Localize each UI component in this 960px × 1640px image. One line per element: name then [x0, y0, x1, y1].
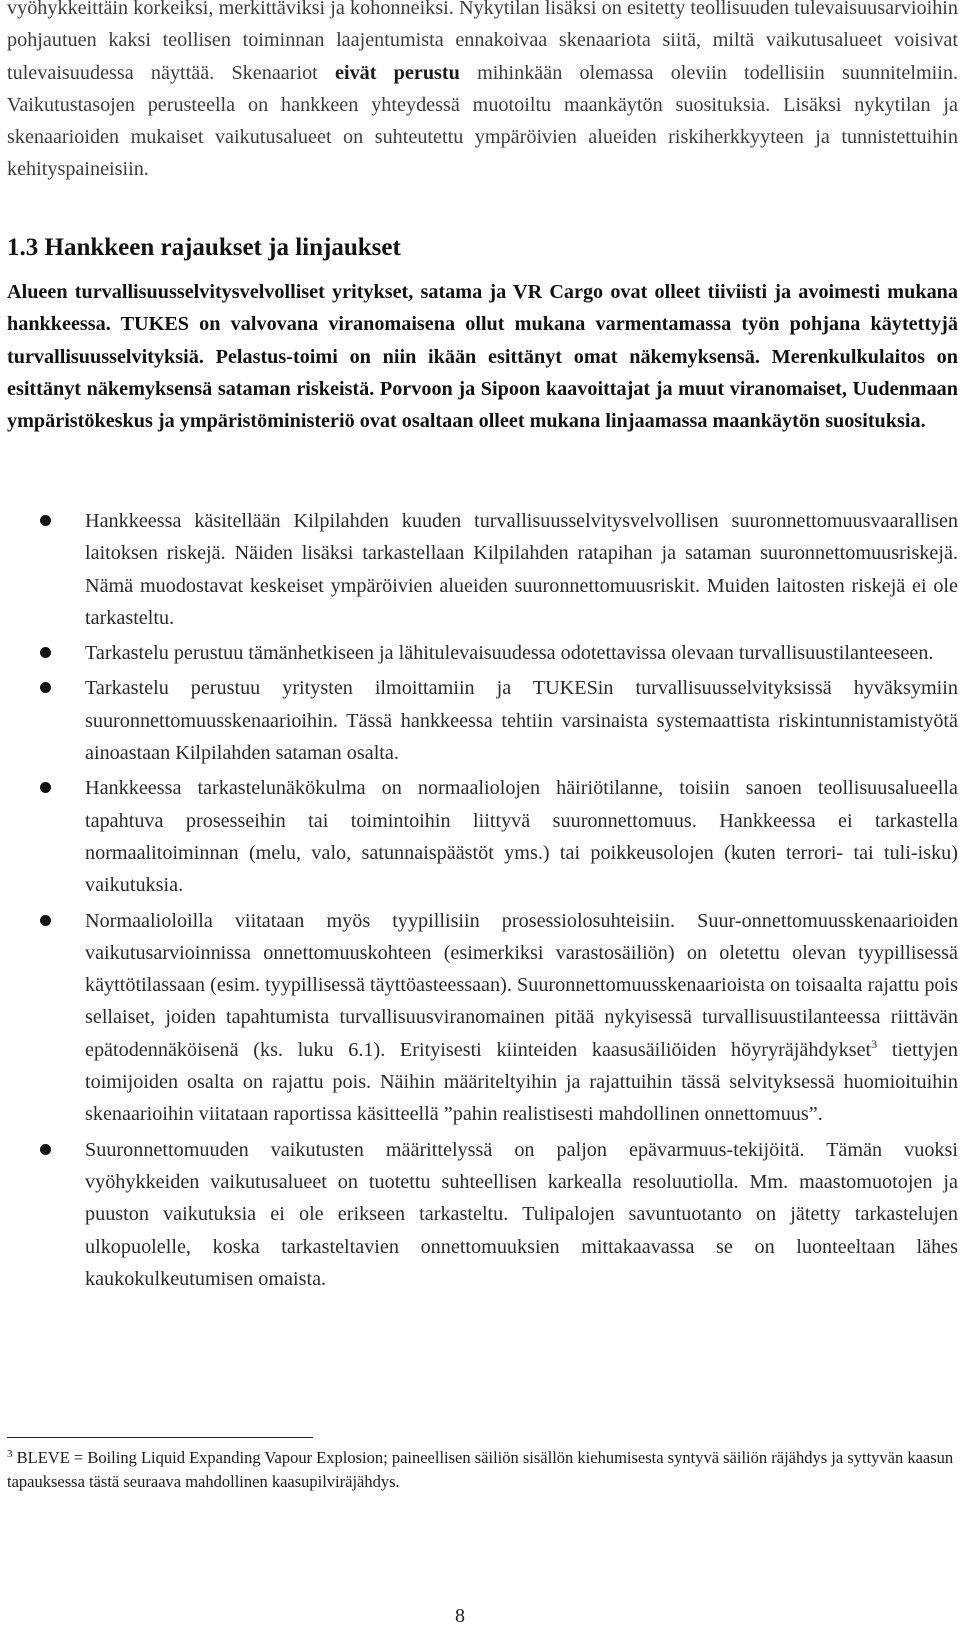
intro-text-b: mihinkään olemassa oleviin todellisiin suunnitelmiin. Vaikutustasojen perusteella on hankkeen yhteydessä muotoiltu maankäytön suosituksia. Lisäksi nykytilan ja skenaarioiden mukaiset vaikutusalueet on suhteutettu ympäröivien alueiden riskiherkkyyteen ja tunnistettuihin kehityspaineisiin. — [7, 61, 959, 181]
list-item-text: Hankkeessa tarkastelunäkökulma on normaaliolojen häiriötilanne, toisiin sanoen teollisuusalueella tapahtuva prosesseihin tai toimintoihin liittyvä suuronnettomuus. Hankkeessa ei tarkastella normaalitoiminnan (melu, valo, satunnaispäästöt yms.) tai poikkeusolojen (kuten terrori- tai tuli-isku) vaikutuksia. — [85, 777, 958, 897]
bullet-icon — [40, 915, 51, 926]
list-item-text: Tarkastelu perustuu tämänhetkiseen ja lähitulevaisuudessa odotettavissa olevaan turvallisuustilanteeseen. — [85, 642, 934, 665]
bullet-list — [0, 505, 958, 1298]
intro-text-a: vyöhykkeittäin korkeiksi, merkittäviksi ja kohonneiksi. Nykytilan lisäksi on esitetty teollisuuden tulevaisuusarvioihin pohjautuen kaksi teollisen toiminnan laajentumista ennakoivaa skenaariota siitä, miltä vaikutusalueet voisivat tulevaisuudessa näyttää. Skenaariot — [7, 0, 958, 84]
bullet-icon — [40, 647, 51, 658]
bullet-icon — [40, 1144, 51, 1155]
list-item-text: tiettyjen toimijoiden osalta on rajattu pois. Näihin määriteltyihin ja rajattuihin tässä selvityksessä huomioituihin skenaarioihin viitataan raportissa käsitteellä ”pahin realistisesti mahdollinen onnettomuus”. — [85, 1038, 958, 1126]
section-bold-paragraph: Alueen turvallisuusselvitysvelvolliset yritykset, satama ja VR Cargo ovat olleet tiiviisti ja avoimesti mukana hankkeessa. TUKES on valvovana viranomaisena ollut mukana varmentamassa työn pohjana käytettyjä turvallisuusselvityksiä. Pelastus-toimi on niin ikään esittänyt omat näkemyksensä. Merenkulkulaitos on esittänyt näkemyksensä sataman riskeistä. Porvoon ja Sipoon kaavoittajat ja muut viranomaiset, Uudenmaan ympäristökeskus ja ympäristöministeriö ovat osaltaan olleet mukana linjaamassa maankäytön suosituksia. — [7, 281, 958, 433]
list-item — [0, 905, 958, 1131]
intro-bold-phrase: eivät perustu — [335, 61, 460, 84]
bullet-icon — [40, 515, 51, 526]
bullet-icon — [40, 682, 51, 693]
footnote-reference: 3 — [871, 1036, 878, 1051]
list-item — [0, 505, 958, 634]
intro-paragraph — [7, 0, 958, 186]
page-number: 8 — [455, 1605, 465, 1627]
list-item-text: Suuronnettomuuden vaikutusten määrittelyssä on paljon epävarmuus-tekijöitä. Tämän vuoksi vyöhykkeiden vaikutusalueet on tuotettu suhteellisen karkealla resoluutiolla. Mm. maastomuotojen ja puuston vaikutuksia ei ole erikseen tarkasteltu. Tulipalojen savuntuotanto on jätetty tarkastelujen ulkopuolelle, koska tarkasteltavien onnettomuuksien mittakaavassa se on luonteeltaan lähes kaukokulkeutumisen omaista. — [85, 1138, 958, 1290]
footnote-divider — [7, 1437, 313, 1438]
footnote-text: BLEVE = Boiling Liquid Expanding Vapour Explosion; paineellisen säiliön sisällön kiehumisesta syntyvä säiliön räjähdys ja syttyvän kaasun tapauksessa tästä seuraava mahdollinen kaasupilviräjähdys. — [7, 1448, 954, 1491]
bullet-icon — [40, 782, 51, 793]
list-item — [0, 672, 958, 769]
list-item — [0, 637, 958, 669]
list-item — [0, 772, 958, 901]
list-item-text: Hankkeessa käsitellään Kilpilahden kuuden turvallisuusselvitysvelvollisen suuronnettomuusvaarallisen laitoksen riskejä. Näiden lisäksi tarkastellaan Kilpilahden ratapihan ja sataman suuronnettomuusriskejä. Nämä muodostavat keskeiset ympäröivien alueiden suuronnettomuusriskit. Muiden laitosten riskejä ei ole tarkasteltu. — [85, 510, 958, 629]
list-item-text: Normaalioloilla viitataan myös tyypillisiin prosessiolosuhteisiin. Suur-onnettomuusskenaarioiden vaikutusarvioinnissa onnettomuuskohteen (esimerkiksi varastosäiliön) on oletettu olevan tyypillisessä käyttötilassaan (esim. tyypillisessä täyttöasteessaan). Suuronnettomuusskenaarioista on toisaalta rajattu pois sellaiset, joiden tapahtumista turvallisuusviranomainen pitää nykyisessä turvallisuustilanteessa riittävän epätodennäköisenä (ks. luku 6.1). Erityisesti kiinteiden kaasusäiliöiden höyryräjähdykset — [85, 909, 958, 1061]
footnote — [7, 1446, 958, 1493]
section-heading: 1.3 Hankkeen rajaukset ja linjaukset — [7, 234, 401, 261]
footnote-mark: 3 — [7, 1448, 13, 1460]
list-item — [0, 1134, 958, 1295]
list-item-text: Tarkastelu perustuu yritysten ilmoittamiin ja TUKESin turvallisuusselvityksissä hyväksymiin suuronnettomuusskenaarioihin. Tässä hankkeessa tehtiin varsinaista systemaattista riskintunnistamistyötä ainoastaan Kilpilahden sataman osalta. — [85, 677, 958, 765]
